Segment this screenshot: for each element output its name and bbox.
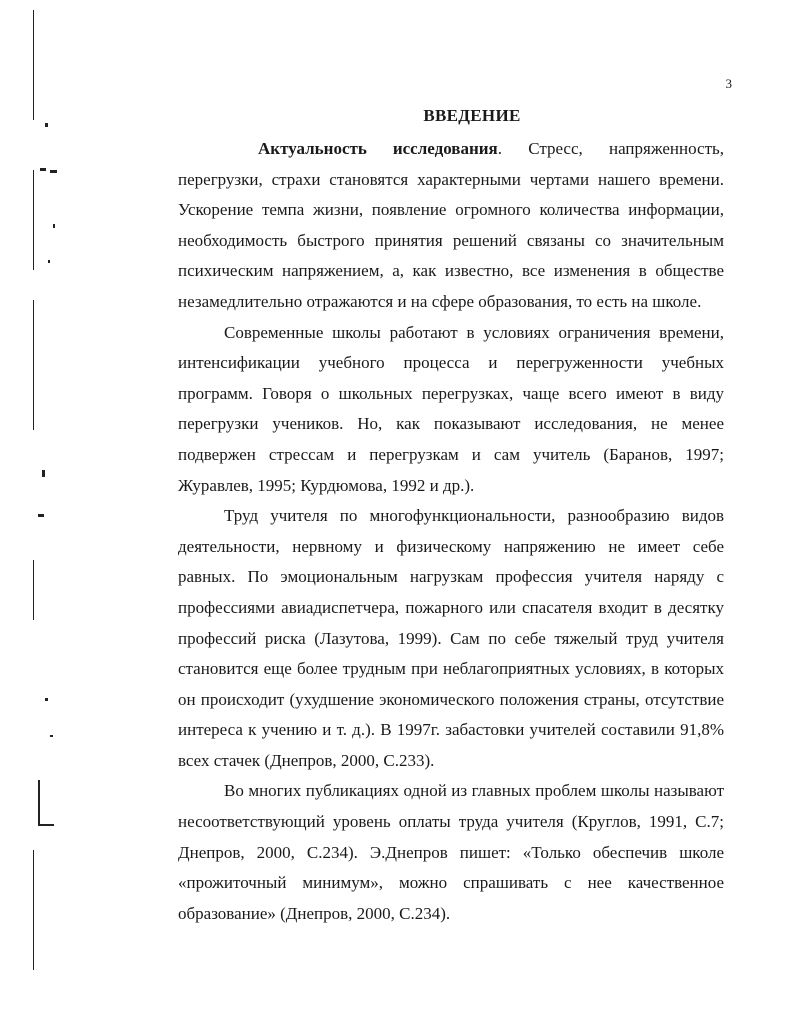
scan-mark: [50, 170, 57, 173]
scan-mark: [38, 514, 44, 517]
paragraph: Современные школы работают в условиях ограничения времени, интенсификации учебного процесса и перегруженности учебных программ. Говоря о школьных перегрузках, чаще всего имеют в виду перегрузки учеников. Но, как показывают исследования, не менее подвержен стрессам и перегрузкам и сам учитель (Баранов, 1997; Журавлев, 1995; Курдюмова, 1992 и др.).: [178, 322, 724, 495]
scan-mark: [48, 260, 50, 263]
paragraph: Труд учителя по многофункциональности, разнообразию видов деятельности, нервному и физическому напряжению не имеет себе равных. По эмоциональным нагрузкам профессия учителя наряду с профессиями авиадиспетчера, пожарного или спасателя входит в десятку профессий риска (Лазутова, 1999). Сам по себе тяжелый труд учителя становится еще более трудным при неблагоприятных условиях, в которых он происходит (ухудшение экономического положения страны, отсутствие интереса к учению и т. д.). В 1997г. забастовки учителей составили 91,8% всех стачек (Днепров, 2000, С.233).: [178, 506, 724, 770]
lead-term: исследования: [392, 139, 498, 158]
scan-mark: [40, 168, 46, 171]
scan-margin-marks: [0, 0, 90, 1026]
paragraph-text: . Стресс, напряженность, перегрузки, страхи становятся характерными чертами нашего времени. Ускорение темпа жизни, появление огромного количества информации, необходимость быстрого принятия решений связаны со значительным психическим напряжением, а, как известно, все изменения в обществе незамедлительно отражаются и на сфере образования, то есть на школе.: [178, 139, 724, 311]
document-body: [178, 134, 724, 929]
scan-mark: [33, 170, 34, 270]
section-heading: ВВЕДЕНИЕ: [423, 106, 521, 125]
paragraph: Во многих публикациях одной из главных проблем школы называют несоответствующий уровень оплаты труда учителя (Круглов, 1991, С.7; Днепров, 2000, С.234). Э.Днепров пишет: «Только обеспечив школе «прожиточный минимум», можно спрашивать с нее качественное образование» (Днепров, 2000, С.234).: [178, 781, 724, 923]
scan-mark: [53, 224, 55, 228]
scan-mark: [33, 10, 34, 120]
lead-term: Актуальность: [258, 139, 367, 158]
scan-mark: [33, 560, 34, 620]
scan-mark: [33, 300, 34, 430]
scan-mark: [33, 850, 34, 970]
scan-mark: [40, 824, 54, 826]
scan-mark: [45, 123, 48, 127]
scan-mark: [45, 698, 48, 701]
scan-mark: [50, 735, 53, 737]
scan-mark: [42, 470, 45, 477]
scan-mark: [38, 780, 40, 826]
paragraph: [178, 134, 724, 318]
page-number: 3: [725, 76, 732, 91]
